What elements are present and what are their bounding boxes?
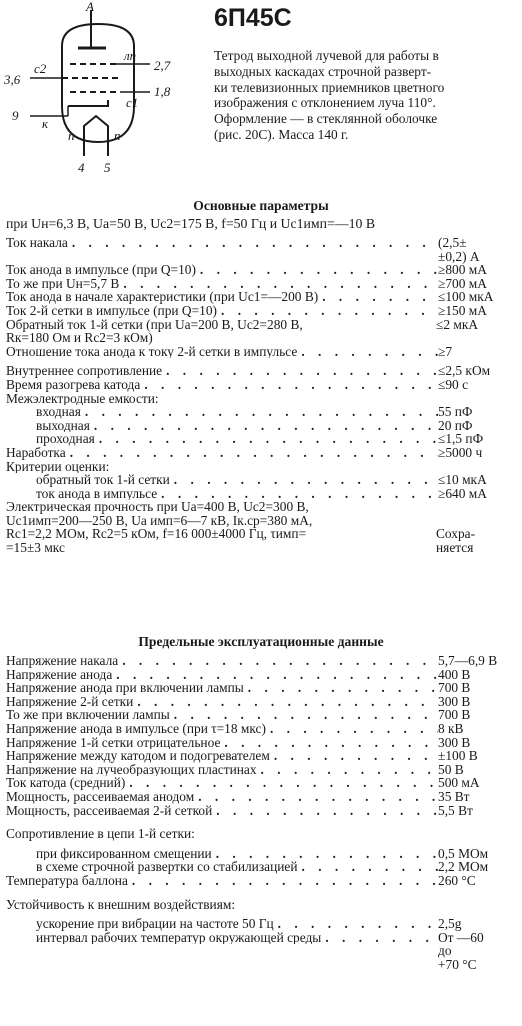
description-line: выходных каскадах строчной разверт-: [214, 63, 432, 79]
param-label: проходная: [36, 432, 95, 446]
label-lp-pins: 2,7: [154, 58, 171, 73]
label-g2-pins: 3,6: [4, 72, 21, 87]
label-pin-5: 5: [104, 160, 111, 175]
description-line: (рис. 20С). Масса 140 г.: [214, 126, 349, 142]
leader-dots: [68, 236, 438, 250]
resistance-subtitle: Сопротивление в цепи 1-й сетки:: [6, 826, 195, 842]
leader-dots: [298, 860, 438, 874]
description-line: ки телевизионных приемников цветного: [214, 79, 445, 95]
label-lp: лп: [124, 48, 137, 63]
param-label: ток анода в импульсе: [36, 486, 158, 501]
tube-type-title: 6П45С: [214, 4, 292, 32]
param-value: 8 кВ: [438, 720, 464, 736]
param-row: [6, 304, 514, 318]
param-label: Внутреннее сопротивление: [6, 364, 163, 378]
leader-dots: [220, 736, 438, 750]
param-row: [6, 804, 514, 818]
param-value: 400 В: [438, 666, 471, 682]
leader-dots: [274, 917, 438, 931]
param-row: [6, 446, 514, 460]
param-label: Ток катода (средний): [6, 776, 126, 790]
param-value: ≥5000 ч: [438, 444, 483, 460]
leader-dots: [270, 749, 438, 763]
leader-dots: [157, 487, 438, 501]
param-row: [6, 405, 514, 419]
param-value: 2,5g: [438, 916, 462, 932]
param-value: ≥7: [438, 343, 453, 359]
description-line: изображения с отклонением луча 110°.: [214, 95, 436, 111]
leader-dots: [212, 804, 438, 818]
label-heater-right: п: [114, 128, 121, 143]
param-value: ≥800 мА: [438, 262, 487, 278]
leader-dots: [266, 722, 438, 736]
description-line: Оформление — в стеклянной оболочке: [214, 111, 438, 127]
param-value: ±100 В: [438, 748, 478, 764]
param-label: Напряжение на лучеобразующих пластинах: [6, 762, 257, 777]
leader-dots: [212, 847, 438, 861]
param-value: 300 В: [438, 734, 471, 750]
param-label: ускорение при вибрации на частоте 50 Гц: [36, 917, 274, 931]
param-value: 260 °С: [438, 872, 476, 888]
param-row: [6, 736, 514, 750]
param-label: Ток накала: [6, 236, 68, 250]
leader-dots: [125, 776, 438, 790]
leader-dots: [244, 681, 438, 695]
label-anode-pin: 9: [12, 108, 19, 123]
param-row: [6, 668, 514, 682]
leader-dots: [297, 345, 438, 359]
param-row: [6, 236, 514, 263]
param-row: [6, 277, 514, 291]
cathode: [68, 100, 108, 106]
param-value: 20 пФ: [438, 417, 473, 433]
leader-dots: [128, 874, 438, 888]
param-value: 2,2 МОм: [438, 859, 489, 875]
leader-dots: [257, 763, 438, 777]
param-row: [6, 874, 514, 888]
param-row: [6, 460, 514, 474]
label-heater-left: п: [68, 128, 75, 143]
param-row: [6, 345, 514, 359]
param-value: 55 пФ: [438, 404, 473, 420]
param-value: ≤90 с: [438, 376, 469, 392]
param-value: 0,5 МОм: [438, 845, 489, 861]
description-line: Тетрод выходной лучевой для работы в: [214, 48, 439, 63]
param-label: при фиксированном смещении: [36, 846, 212, 861]
glass-envelope: [62, 24, 137, 142]
param-label: входная: [36, 405, 81, 419]
param-row: [6, 681, 514, 695]
leader-dots: [66, 446, 438, 460]
leader-dots: [112, 668, 438, 682]
label-g2: с2: [34, 61, 47, 76]
param-value: 500 мА: [438, 775, 480, 791]
param-label: Критерии оценки:: [6, 459, 110, 474]
param-value: Сохра- няется: [436, 526, 476, 556]
param-label: Мощность, рассеиваемая анодом: [6, 789, 195, 804]
leader-dots: [90, 419, 438, 433]
leader-dots: [162, 364, 438, 378]
param-row: [6, 722, 514, 736]
main-params-title: Основные параметры: [193, 198, 329, 213]
param-label: Температура баллона: [6, 873, 128, 888]
param-row: [6, 432, 514, 446]
param-row: [6, 749, 514, 763]
param-row: [6, 473, 514, 487]
param-row: [6, 419, 514, 433]
param-value: 5,5 Вт: [438, 802, 473, 818]
leader-dots: [321, 931, 438, 945]
param-value: ≥700 мА: [438, 275, 487, 291]
leader-dots: [170, 708, 438, 722]
stability-subtitle: Устойчивость к внешним воздействиям:: [6, 896, 236, 912]
param-value: 50 В: [438, 761, 464, 777]
param-label: Время разогрева катода: [6, 377, 141, 392]
param-value: ≤10 мкА: [438, 472, 487, 488]
param-row: [6, 917, 514, 931]
param-row: [6, 708, 514, 722]
measurement-conditions: при Uн=6,3 В, Uа=50 В, Uс2=175 В, f=50 Гц и Uс1имп=—10 В: [6, 216, 376, 231]
param-label: Электрическая прочность при Uа=400 В, Uс2=300 В, Uс1имп=200—250 В, Uа имп=6—7 кВ, Iк.ср=380 мА, Rс1=2,2 МОм, Rс2=5 кОм, f=16 000±4000 Гц, τимп= =15±3 мкс: [6, 500, 313, 555]
param-row: [6, 378, 514, 392]
param-label: Напряжение 1-й сетки отрицательное: [6, 735, 221, 750]
param-value: ≤2,5 кОм: [438, 363, 491, 379]
param-row: [6, 364, 514, 378]
param-label: То же при Uн=5,7 В: [6, 276, 120, 291]
leader-dots: [81, 405, 438, 419]
param-row: [6, 654, 514, 668]
tube-pinout-diagram: [0, 0, 200, 178]
param-label: То же при включении лампы: [6, 708, 170, 722]
param-value: 35 Вт: [438, 788, 470, 804]
param-label: Обратный ток 1-й сетки (при Uа=200 В, Uс2=280 В, Rк=180 Ом и Rс2=3 кОм): [6, 317, 303, 345]
param-label: интервал рабочих температур окружающей среды: [36, 930, 322, 945]
param-value: ≤100 мкА: [438, 289, 494, 305]
leader-dots: [196, 263, 438, 277]
param-value: ≤2 мкА: [436, 316, 479, 332]
param-row: [6, 318, 514, 345]
param-row: [6, 695, 514, 709]
param-row: [6, 487, 514, 501]
param-row: [6, 392, 514, 406]
label-cathode: к: [42, 116, 49, 131]
param-label: Напряжение 2-й сетки: [6, 694, 134, 709]
param-row: [6, 763, 514, 777]
param-value: 5,7—6,9 В: [438, 653, 498, 668]
label-anode: А: [86, 0, 94, 14]
param-row: [6, 500, 514, 554]
param-value: (2,5± ±0,2) А: [438, 235, 480, 264]
leader-dots: [170, 473, 438, 487]
param-value: От —60 до +70 °С: [438, 929, 484, 972]
leader-dots: [140, 378, 438, 392]
leader-dots: [194, 790, 438, 804]
heater: [84, 116, 108, 142]
limits-title: Предельные эксплуатационные данные: [138, 634, 384, 649]
param-value: ≤1,5 пФ: [438, 431, 484, 447]
param-label: Мощность, рассеиваемая 2-й сеткой: [6, 803, 213, 818]
param-label: выходная: [36, 418, 90, 433]
param-label: Напряжение анода в импульсе (при τ=18 мкс): [6, 721, 266, 736]
param-label: Ток анода в импульсе (при Q=10): [6, 263, 196, 277]
param-label: обратный ток 1-й сетки: [36, 473, 170, 487]
param-label: Напряжение накала: [6, 654, 119, 668]
param-label: в схеме строчной развертки со стабилизацией: [36, 860, 298, 874]
tube-description: [214, 48, 512, 143]
limits-list: [6, 654, 514, 971]
param-value: 300 В: [438, 693, 471, 709]
leader-dots: [119, 277, 438, 291]
param-label: Наработка: [6, 445, 66, 460]
leader-dots: [133, 695, 438, 709]
param-value: 700 В: [438, 707, 471, 723]
param-label: Отношение тока анода к току 2-й сетки в импульсе: [6, 344, 298, 359]
label-g1: с1: [126, 95, 139, 110]
param-row: [6, 776, 514, 790]
param-label: Напряжение между катодом и подогревателем: [6, 749, 270, 763]
param-row: [6, 847, 514, 861]
param-label: Напряжение анода: [6, 667, 113, 682]
leader-dots: [118, 654, 438, 668]
param-label: Ток анода в начале характеристики (при Uс1=—200 В): [6, 290, 319, 304]
param-value: 700 В: [438, 680, 471, 696]
param-row: [6, 931, 514, 972]
main-params-list: [6, 236, 514, 555]
param-row: [6, 290, 514, 304]
param-row: [6, 860, 514, 874]
param-label: Ток 2-й сетки в импульсе (при Q=10): [6, 303, 217, 318]
label-pin-4: 4: [78, 160, 85, 175]
param-value: ≥640 мА: [438, 485, 487, 501]
leader-dots: [318, 290, 438, 304]
leader-dots: [95, 432, 438, 446]
param-value: ≥150 мА: [438, 302, 487, 318]
label-g1-pins: 1,8: [154, 84, 171, 99]
param-label: Напряжение анода при включении лампы: [6, 681, 244, 695]
param-row: [6, 263, 514, 277]
leader-dots: [217, 304, 438, 318]
param-label: Межэлектродные емкости:: [6, 391, 159, 406]
param-row: [6, 790, 514, 804]
